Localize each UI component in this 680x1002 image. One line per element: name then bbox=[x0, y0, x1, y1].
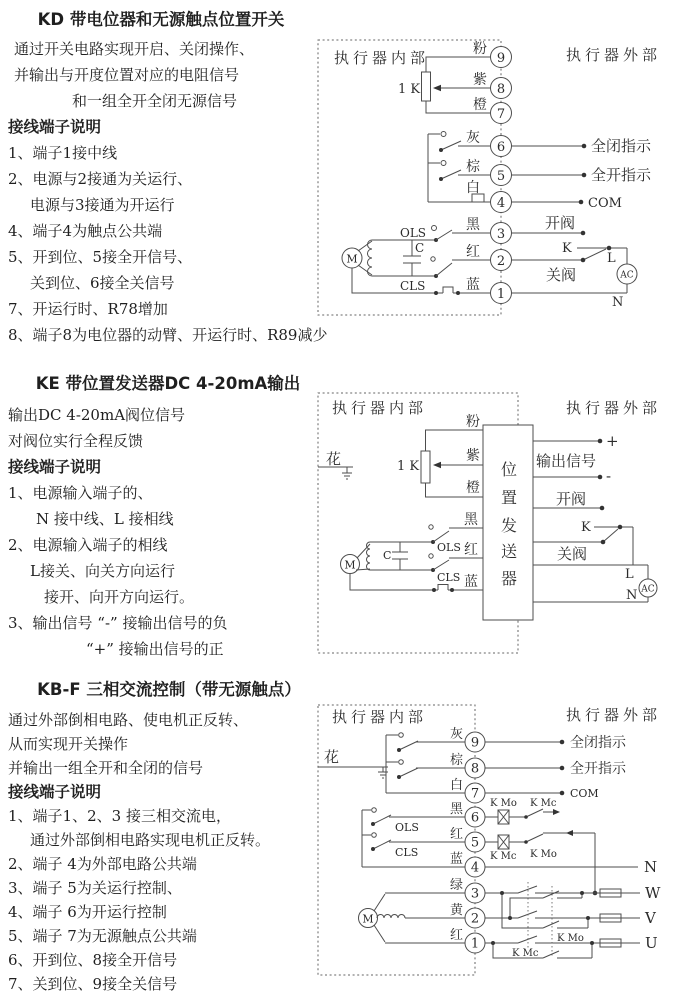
outside-label: 执行器外部 bbox=[566, 706, 662, 724]
line-l-label: L bbox=[607, 251, 616, 266]
terminal-number: 6 bbox=[470, 810, 480, 826]
phase-w-label: W bbox=[645, 884, 661, 902]
item-line: 3、端子 5为关运行控制、 bbox=[8, 879, 182, 897]
item-line: N 接中线、L 接相线 bbox=[36, 510, 174, 528]
cls-label: CLS bbox=[437, 571, 461, 584]
plus-label: + bbox=[606, 432, 619, 450]
ground-symbol bbox=[318, 748, 388, 778]
ols-switch bbox=[436, 230, 490, 240]
item-line: 3、输出信号 “-” 接输出信号的负 bbox=[8, 614, 228, 632]
item-line: 电源与3接通为开运行 bbox=[30, 196, 175, 214]
item-line: 6、开到位、8接全开信号 bbox=[8, 951, 178, 969]
line-n-label: N bbox=[644, 858, 658, 876]
terminal-number: 7 bbox=[470, 786, 480, 802]
item-line: 5、开到位、5接全开信号、 bbox=[8, 248, 193, 266]
wire-label: 绿 bbox=[450, 878, 464, 893]
item-line: 关到位、6接全关信号 bbox=[30, 274, 175, 292]
com-label: COM bbox=[588, 196, 622, 211]
phase-v-label: V bbox=[645, 909, 656, 927]
terminal-number: 2 bbox=[470, 911, 480, 927]
item-line: 1、电源输入端子的、 bbox=[8, 484, 153, 502]
motor-label: M bbox=[346, 252, 358, 266]
wire-label: 紫 bbox=[466, 448, 480, 464]
cls-label: CLS bbox=[395, 846, 419, 859]
output-signal-label: 输出信号 bbox=[536, 452, 597, 470]
intro-line: 通过外部倒相电路、使电机正反转、 bbox=[8, 711, 249, 729]
terminal-number: 5 bbox=[496, 168, 506, 184]
kmc-contact-label: K Mc bbox=[530, 798, 557, 809]
ac-label: AC bbox=[620, 270, 634, 281]
wire-label: 棕 bbox=[450, 753, 464, 768]
line-n-label: N bbox=[626, 588, 638, 603]
wire-label: 蓝 bbox=[466, 277, 480, 293]
ground-label: 花 bbox=[324, 748, 340, 766]
intro-line: 并输出与开度位置对应的电阻信号 bbox=[14, 66, 240, 84]
pot-value-label: 1 K bbox=[397, 459, 420, 474]
kmc-coil-label: K Mc bbox=[490, 851, 517, 862]
wire-label: 红 bbox=[466, 244, 480, 260]
terminal-number: 3 bbox=[470, 886, 480, 902]
terminal-number: 4 bbox=[496, 195, 506, 211]
ols-label: OLS bbox=[395, 821, 419, 834]
wire-label: 橙 bbox=[473, 97, 487, 113]
open-indicator-label: 全开指示 bbox=[570, 761, 626, 777]
ols-switch bbox=[433, 528, 483, 542]
close-valve-label: 关阀 bbox=[557, 545, 588, 563]
inside-label: 执行器内部 bbox=[334, 49, 430, 67]
intro-line: 并输出一组全开和全闭的信号 bbox=[8, 759, 204, 777]
section-kd-title: KD 带电位器和无源触点位置开关 bbox=[37, 10, 285, 29]
item-line: 2、端子 4为外部电路公共端 bbox=[8, 855, 197, 873]
intro-line: 通过开关电路实现开启、关闭操作、 bbox=[14, 40, 255, 58]
kbf-wiring-diagram bbox=[315, 700, 680, 990]
ke-wiring-diagram bbox=[315, 390, 680, 660]
terminal-number: 8 bbox=[496, 81, 506, 97]
item-line: 7、开运行时、R78增加 bbox=[8, 300, 168, 318]
item-line: 4、端子 6为开运行控制 bbox=[8, 903, 167, 921]
wire-label: 灰 bbox=[466, 130, 480, 146]
line-n-label: N bbox=[612, 295, 624, 310]
terminal-number: 4 bbox=[470, 860, 480, 876]
terminal-number: 5 bbox=[470, 835, 480, 851]
item-line: 8、端子8为电位器的动臂、开运行时、R89减少 bbox=[8, 326, 328, 344]
item-line: 2、电源与2接通为关运行、 bbox=[8, 170, 193, 188]
wire-label: 粉 bbox=[466, 414, 480, 430]
capacitor-label: C bbox=[415, 241, 425, 255]
terminal-strip bbox=[491, 47, 512, 304]
ols-label: OLS bbox=[437, 541, 461, 554]
terminal-number: 2 bbox=[496, 253, 506, 269]
terminal-number: 1 bbox=[496, 286, 506, 302]
pot-value-label: 1 K bbox=[398, 82, 421, 97]
terminal-number: 9 bbox=[496, 50, 506, 66]
section-kd bbox=[8, 6, 328, 348]
kmc-contactor-label: K Mc bbox=[512, 948, 539, 959]
item-line: 2、电源输入端子的相线 bbox=[8, 536, 168, 554]
motor-label: M bbox=[344, 558, 356, 572]
k-switch-label: K bbox=[562, 241, 572, 256]
transmitter-char: 送 bbox=[500, 542, 518, 561]
wire-label: 红 bbox=[450, 827, 464, 842]
intro-line: 和一组全开全闭无源信号 bbox=[72, 92, 238, 110]
inside-label: 执行器内部 bbox=[332, 708, 428, 726]
intro-line: 从而实现开关操作 bbox=[8, 735, 129, 753]
item-line: 1、端子1、2、3 接三相交流电， bbox=[8, 807, 231, 825]
subheading: 接线端子说明 bbox=[8, 458, 102, 476]
line-l-label: L bbox=[625, 567, 634, 582]
item-line: 1、端子1接中线 bbox=[8, 144, 118, 162]
open-valve-label: 开阀 bbox=[545, 214, 576, 232]
k-switch-label: K bbox=[581, 520, 591, 535]
item-line: 通过外部倒相电路实现电机正反转。 bbox=[30, 831, 271, 849]
item-line: 7、关到位、9接全关信号 bbox=[8, 975, 178, 993]
item-line: 接开、向开方向运行。 bbox=[44, 588, 195, 606]
minus-label: - bbox=[606, 467, 612, 485]
cls-switch bbox=[433, 558, 483, 570]
com-label: COM bbox=[570, 787, 599, 800]
terminal-number: 8 bbox=[470, 761, 480, 777]
external-wiring bbox=[512, 137, 653, 310]
kmo-coil-label: K Mo bbox=[490, 798, 517, 809]
wire-label: 黄 bbox=[450, 903, 464, 918]
motor-assembly bbox=[341, 525, 484, 592]
subheading: 接线端子说明 bbox=[8, 118, 102, 136]
wire-label: 灰 bbox=[450, 727, 464, 742]
wire-label: 紫 bbox=[473, 72, 487, 88]
capacitor-symbol bbox=[392, 542, 408, 570]
close-valve-label: 关阀 bbox=[546, 266, 577, 284]
wire-label: 橙 bbox=[466, 480, 480, 496]
section-kbf bbox=[8, 676, 330, 996]
kmo-contact-label: K Mo bbox=[530, 849, 557, 860]
wire-color-labels bbox=[466, 40, 487, 293]
cls-label: CLS bbox=[400, 279, 426, 293]
open-indicator-label: 全开指示 bbox=[591, 166, 652, 184]
item-line: “+” 接输出信号的正 bbox=[86, 640, 224, 658]
wire-label: 红 bbox=[450, 928, 464, 943]
transmitter-char: 置 bbox=[500, 488, 518, 507]
wire-label: 棕 bbox=[466, 159, 480, 175]
kd-wiring-diagram bbox=[315, 36, 680, 330]
capacitor-label: C bbox=[383, 549, 392, 562]
terminal-strip bbox=[465, 732, 485, 953]
ac-label: AC bbox=[641, 584, 655, 595]
item-line: 5、端子 7为无源触点公共端 bbox=[8, 927, 197, 945]
wire-label: 蓝 bbox=[450, 852, 464, 867]
wire-label: 黑 bbox=[464, 512, 478, 528]
transmitter-char: 器 bbox=[500, 569, 518, 588]
transmitter-char: 位 bbox=[500, 460, 518, 479]
outside-label: 执行器外部 bbox=[566, 46, 662, 64]
section-kbf-title: KB-F 三相交流控制（带无源触点） bbox=[37, 680, 301, 699]
terminal-number: 9 bbox=[470, 735, 480, 751]
motor-label: M bbox=[362, 912, 374, 926]
wire-color-labels bbox=[450, 727, 464, 943]
wire-label: 粉 bbox=[473, 41, 487, 57]
close-indicator-label: 全闭指示 bbox=[591, 137, 652, 155]
subheading: 接线端子说明 bbox=[8, 783, 102, 801]
phase-u-label: U bbox=[645, 934, 658, 952]
wire-label: 黑 bbox=[466, 217, 480, 233]
ground-label: 花 bbox=[326, 450, 342, 468]
outside-label: 执行器外部 bbox=[566, 399, 662, 417]
external-wiring bbox=[533, 432, 657, 603]
wire-label: 白 bbox=[466, 180, 480, 196]
inside-label: 执行器内部 bbox=[332, 399, 428, 417]
terminal-number: 3 bbox=[496, 226, 506, 242]
wire-label: 白 bbox=[450, 778, 464, 793]
ground-symbol bbox=[318, 450, 353, 479]
terminal-number: 1 bbox=[470, 936, 480, 952]
cls-switch bbox=[436, 260, 490, 276]
intro-line: 对阀位实行全程反馈 bbox=[8, 432, 144, 450]
item-line: L接关、向关方向运行 bbox=[30, 562, 175, 580]
wire-color-labels bbox=[464, 413, 480, 590]
section-ke-title: KE 带位置发送器DC 4-20mA输出 bbox=[35, 374, 301, 393]
terminal-number: 6 bbox=[496, 139, 506, 155]
external-wiring bbox=[485, 734, 661, 959]
wire-label: 蓝 bbox=[464, 574, 478, 590]
limit-switch-group bbox=[428, 132, 490, 203]
transmitter-char: 发 bbox=[500, 516, 518, 535]
close-indicator-label: 全闭指示 bbox=[570, 735, 626, 751]
section-ke bbox=[8, 370, 328, 662]
item-line: 4、端子4为触点公共端 bbox=[8, 222, 163, 240]
intro-line: 输出DC 4-20mA阀位信号 bbox=[8, 406, 186, 424]
wire-label: 黑 bbox=[450, 802, 464, 817]
wire-label: 红 bbox=[464, 542, 478, 558]
open-valve-label: 开阀 bbox=[556, 490, 587, 508]
kmo-contactor-label: K Mo bbox=[557, 933, 584, 944]
terminal-number: 7 bbox=[496, 106, 506, 122]
position-transmitter bbox=[483, 425, 533, 620]
ols-label: OLS bbox=[400, 226, 427, 240]
